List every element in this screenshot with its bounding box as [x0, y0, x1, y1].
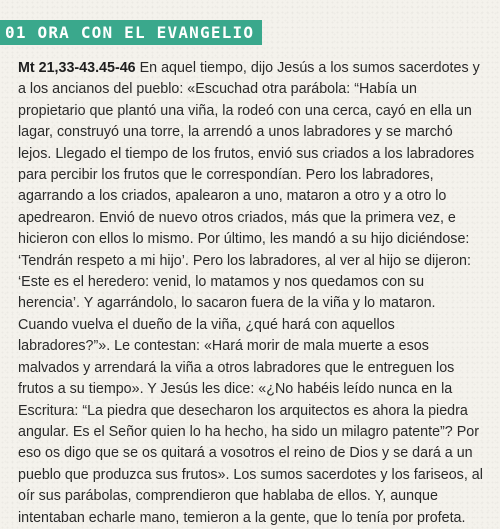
gospel-text: En aquel tiempo, dijo Jesús a los sumos sacerdotes y a los ancianos del pueblo: «Escuchad otra parábola: “Había un propietario que plantó una viña, la rodeó con una cerca, cayó en ella un lagar, construyó una torre, la arrendó a unos labradores y se marchó lejos. Llegado el tiempo de los frutos, envió sus criados a los labradores para percibir los frutos que le correspondían. Pero los labradores, agarrando a los criados, apalearon a uno, mataron a otro y a otro lo apedrearon. Envió de nuevo otros criados, más que la primera vez, e hicieron con ellos lo mismo. Por último, les mandó a su hijo diciéndose: ‘Tendrán respeto a mi hijo’. Pero los labradores, al ver al hijo se dijeron: ‘Este es el heredero: venid, lo matamos y nos quedamos con su herencia’. Y agarrándolo, lo sacaron fuera de la viña y lo mataron. Cuando vuelva el dueño de la viña, ¿qué hará con aquellos labradores?”». Le contestan: «Hará morir de mala muerte a esos malvados y arrendará la viña a otros labradores que le entreguen los frutos a su tiempo». Y Jesús les dice: «¿No habéis leído nunca en la Escritura: “La piedra que desecharon los arquitectos es ahora la piedra angular. Es el Señor quien lo ha hecho, ha sido un milagro patente”? Por eso os digo que se os quitará a vosotros el reino de Dios y se dará a un pueblo que produzca sus frutos». Los sumos sacerdotes y los fariseos, al oír sus parábolas, comprendieron que hablaba de ellos. Y, aunque intentaban echarle mano, temieron a la gente, que lo tenía por profeta. [18, 60, 483, 526]
section-title: 01 ORA CON EL EVANGELIO [5, 22, 255, 42]
section-header [0, 20, 262, 45]
gospel-citation: Mt 21,33-43.45-46 [18, 60, 136, 76]
gospel-reading [18, 58, 488, 529]
